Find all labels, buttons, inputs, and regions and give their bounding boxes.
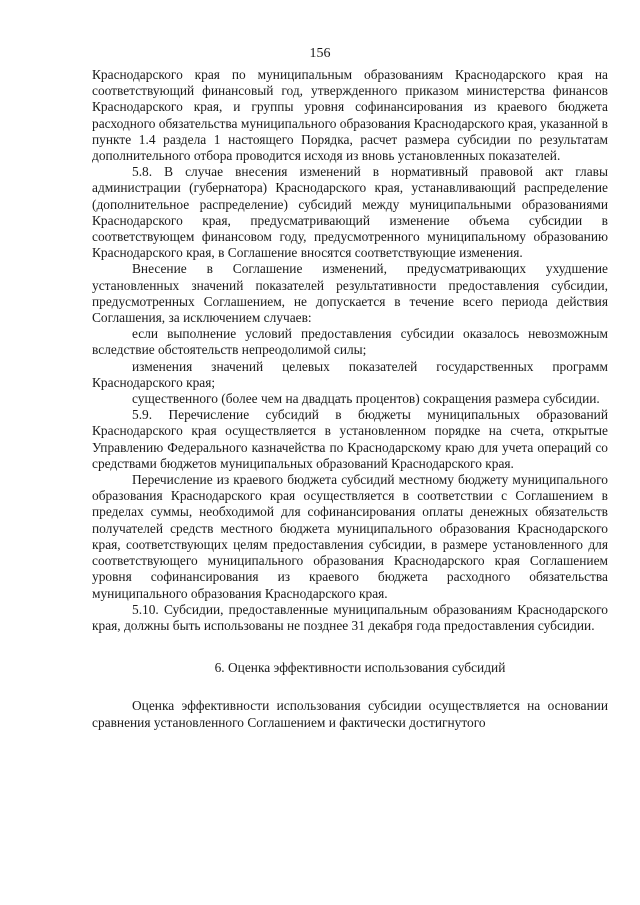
paragraph-evaluation: Оценка эффективности использования субсидии осуществляется на основании сравнения установленного Соглашением и фактически достигнутого — [92, 698, 608, 730]
paragraph-transfer: Перечисление из краевого бюджета субсидий местному бюджету муниципального образования Краснодарского края осуществляется в соответствии с Соглашением в пределах суммы, необходимой для софинансирования оплаты денежных обязательств получателей средств местного бюджета муниципального образования Краснодарского края, соответствующих целям предоставления субсидии, в размере установленного для соответствующего муниципального образования Краснодарского края Соглашением уровня софинансирования из краевого бюджета расходного обязательства муниципального образования Краснодарского края. — [92, 472, 608, 601]
paragraph-5-9: 5.9. Перечисление субсидий в бюджеты муниципальных образований Краснодарского края осуществляется в установленном порядке на счета, открытые Управлению Федерального казначейства по Краснодарскому краю для учета операций со средствами бюджетов муниципальных образований Краснодарского края. — [92, 407, 608, 471]
paragraph-5-8: 5.8. В случае внесения изменений в нормативный правовой акт главы администрации (губернатора) Краснодарского края, устанавливающий распределение (дополнительное распределение) субсидий между муниципальными образованиями Краснодарского края, предусматривающий изменение объема субсидии в соответствующем финансовом году, предусмотренного муниципальному образованию Краснодарского края, в Соглашение вносятся соответствующие изменения. — [92, 164, 608, 261]
paragraph-amendments: Внесение в Соглашение изменений, предусматривающих ухудшение установленных значений показателей результативности предоставления субсидии, предусмотренных Соглашением, не допускается в течение всего периода действия Соглашения, за исключением случаев: — [92, 261, 608, 326]
paragraph-force-majeure: если выполнение условий предоставления субсидии оказалось невозможным вследствие обстоятельств непреодолимой силы; — [92, 326, 608, 358]
page-number: 156 — [309, 46, 331, 61]
paragraph-5-10: 5.10. Субсидии, предоставленные муниципальным образованиям Краснодарского края, должны быть использованы не позднее 31 декабря года предоставления субсидии. — [92, 601, 608, 633]
paragraph-target-changes: изменения значений целевых показателей государственных программ Краснодарского края; — [92, 358, 608, 390]
paragraph-reduction: существенного (более чем на двадцать процентов) сокращения размера субсидии. — [132, 391, 600, 407]
section-heading: 6. Оценка эффективности использования субсидий — [214, 660, 506, 676]
document-body — [92, 67, 608, 731]
paragraph-continuation: Краснодарского края по муниципальным образованиям Краснодарского края на соответствующий финансовый год, утвержденного приказом министерства финансов Краснодарского края, и группы уровня софинансирования из краевого бюджета расходного обязательства муниципального образования Краснодарского края, указанной в пункте 1.4 раздела 1 настоящего Порядка, расчет размера субсидии по результатам дополнительного отбора проводится исходя из вновь установленных показателей. — [92, 67, 608, 164]
